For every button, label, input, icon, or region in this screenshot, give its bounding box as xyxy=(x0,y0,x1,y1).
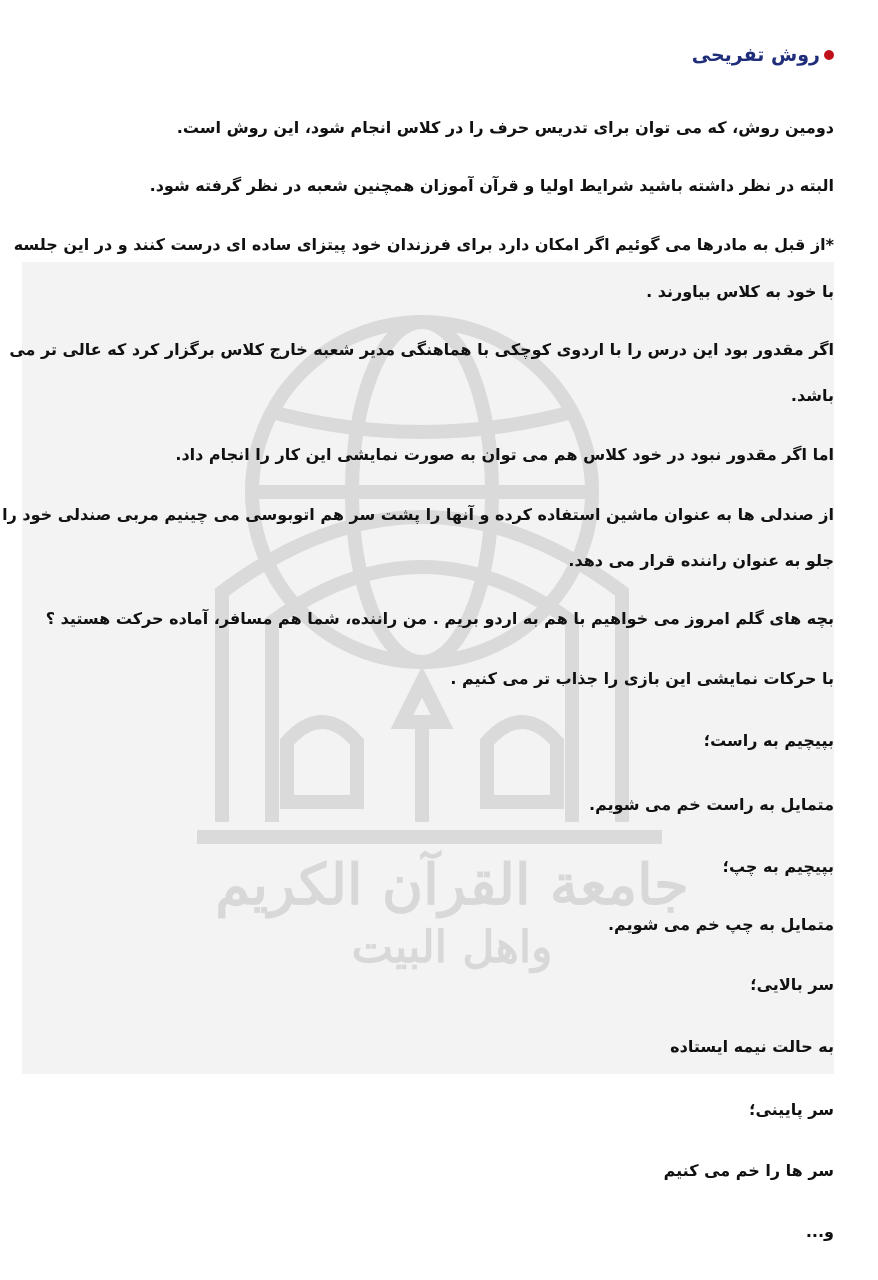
paragraph-line: متمایل به راست خم می شویم. xyxy=(589,795,834,814)
paragraph-line: و... xyxy=(805,1222,834,1241)
watermark-line2: واهل البيت xyxy=(351,922,553,973)
paragraph-line: بچه های گلم امروز می خواهیم با هم به اردو بریم . من راننده، شما هم مسافر، آماده حرکت هستید ؟ xyxy=(45,609,834,628)
paragraph-line: جلو به عنوان راننده قرار می دهد. xyxy=(568,551,834,570)
paragraph-line: البته در نظر داشته باشید شرایط اولیا و قرآن آموزان همچنین شعبه در نظر گرفته شود. xyxy=(149,176,834,195)
section-heading xyxy=(692,44,834,66)
watermark-line1: جامعة القرآن الكريم xyxy=(215,852,689,918)
paragraph-line: متمایل به چپ خم می شویم. xyxy=(607,915,834,934)
paragraph-line: باشد. xyxy=(790,386,834,405)
paragraph-line: با خود به کلاس بیاورند . xyxy=(646,282,834,301)
paragraph-line: از صندلی ها به عنوان ماشین استفاده کرده و آنها را پشت سر هم اتوبوسی می چینیم مربی صندلی خود را xyxy=(2,505,834,524)
paragraph-line: سر بالایی؛ xyxy=(750,975,834,994)
paragraph-line: بپیچیم به چپ؛ xyxy=(722,857,834,876)
heading-title: روش تفریحی xyxy=(691,44,820,66)
paragraph-line: با حرکات نمایشی این بازی را جذاب تر می کنیم . xyxy=(450,669,834,688)
paragraph-line: به حالت نیمه ایستاده xyxy=(670,1037,834,1056)
paragraph-line: سر ها را خم می کنیم xyxy=(663,1161,834,1180)
paragraph-line: دومین روش، که می توان برای تدریس حرف را در کلاس انجام شود، این روش است. xyxy=(176,118,834,137)
paragraph-line: سر پایینی؛ xyxy=(749,1100,834,1119)
bullet-icon xyxy=(824,50,834,60)
paragraph-line: اما اگر مقدور نبود در خود کلاس هم می توان به صورت نمایشی این کار را انجام داد. xyxy=(175,445,834,464)
paragraph-line: اگر مقدور بود این درس را با اردوی کوچکی با هماهنگی مدیر شعبه خارج کلاس برگزار کرد که عالی تر می xyxy=(9,340,834,359)
paragraph-line: *از قبل به مادرها می گوئیم اگر امکان دارد برای فرزندان خود پیتزای ساده ای درست کنند و در این جلسه xyxy=(13,235,834,254)
paragraph-line: بپیچیم به راست؛ xyxy=(703,731,834,750)
